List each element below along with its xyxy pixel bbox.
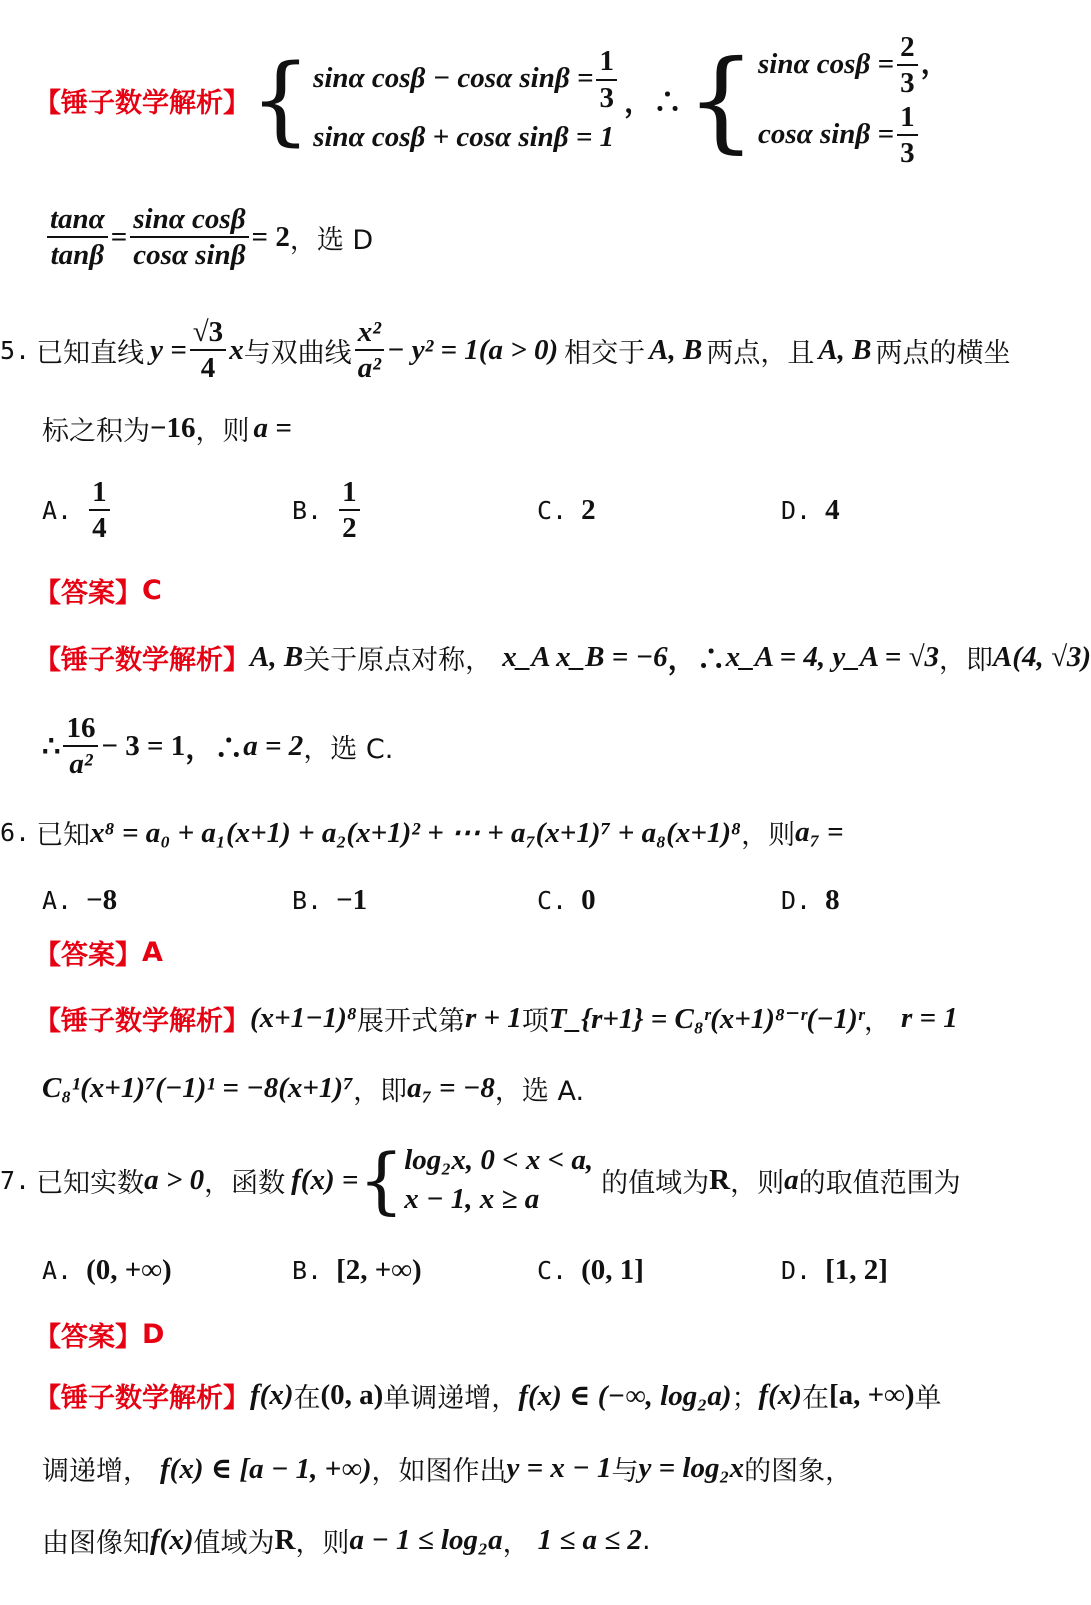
piecewise-function: { log₂x, 0 < x < a, x − 1, x ≥ a	[358, 1138, 594, 1222]
q7-solution-line1: 【锤子数学解析】 f(x) 在 (0, a) 单调递增， f(x) ∈ (−∞, log₂a) ； f(x) 在 [a, +∞) 单	[34, 1378, 942, 1414]
system-1: { sinα cosβ − cosα sinβ = $\frac{1}{3}$ sinα cosβ + cosα sinβ = 1	[250, 43, 620, 158]
q6-option-d[interactable]: D. 8	[781, 883, 840, 916]
q7-option-c[interactable]: C. (0, 1]	[537, 1253, 644, 1286]
q5-solution-line1: 【锤子数学解析】 A, B 关于原点对称， x_A x_B = −6 ，∴ x_A = 4, y_A = √3 ，即 A(4, √3)	[34, 640, 1091, 676]
q6-answer-value: A	[142, 936, 163, 968]
ratio-line: $\frac{\tan\alpha}{\tan\beta}$ = $\frac{\text{sinα cosβ}}{\text{cosα sinβ}}$ = 2 ，选 D	[44, 205, 373, 269]
analysis-tag: 【锤子数学解析】	[34, 87, 250, 119]
q6-stem: 6. 已知 x⁸ = a₀ + a₁(x+1) + a₂(x+1)² + ⋯ + a₇(x+1)⁷ + a₈(x+1)⁸ ，则 a₇ =	[0, 815, 844, 851]
q6-option-a[interactable]: A. −8	[42, 883, 118, 916]
case-1: log₂x, 0 < x < a,	[404, 1144, 594, 1176]
fraction: $\frac{1}{3}$	[897, 102, 918, 169]
prev-solution-system	[34, 30, 950, 169]
q6-solution-line2: C₈¹(x+1)⁷(−1)¹ = −8(x+1)⁷ ，即 a₇ = −8 ，选 A.	[42, 1071, 585, 1107]
q5-stem-line1: 5. 已知直线 y = $\frac{√3}{4}$ x 与双曲线 $\frac{\text{x²}}{\text{a²}}$ − y² = 1(a > 0) 相交于 A, B 两点，且 A, B 两点的横坐	[0, 315, 1011, 384]
ratio-result: = 2	[251, 220, 290, 253]
therefore-symbol: ，∴	[623, 86, 682, 119]
system2-eq2: cosα sinβ =	[758, 117, 895, 150]
q5-option-b[interactable]: B. $\frac{1}{2}$	[292, 478, 363, 542]
q5-option-a[interactable]: A. $\frac{1}{4}$	[42, 478, 113, 542]
q7-option-a[interactable]: A. (0, +∞)	[42, 1253, 172, 1286]
q7-stem: 7. 已知实数 a > 0 ，函数 f(x) = { log₂x, 0 < x < a, x − 1, x ≥ a 的值域为 R ，则 a 的取值范围为	[0, 1138, 961, 1222]
fraction: $\frac{1}{3}$	[596, 46, 617, 113]
hyperbola-fraction: $\frac{\text{x²}}{\text{a²}}$	[355, 317, 384, 384]
system-2: { sinα cosβ = $\frac{2}{3}$ ， cosα sinβ = $\frac{1}{3}$	[686, 30, 950, 169]
system1-eq1: sinα cosβ − cosα sinβ =	[313, 62, 594, 95]
q5-option-d[interactable]: D. 4	[781, 493, 840, 526]
q5-answer-value: C	[142, 574, 162, 606]
case-2: x − 1, x ≥ a	[404, 1183, 540, 1215]
q6-option-b[interactable]: B. −1	[292, 883, 368, 916]
choose-d: ，选 D	[289, 224, 374, 256]
sincos-ratio: $\frac{\text{sinα cosβ}}{\text{cosα sinβ}}$	[130, 204, 248, 271]
fraction: $\frac{2}{3}$	[897, 32, 918, 99]
q6-number: 6.	[0, 817, 31, 847]
q6-option-c[interactable]: C. 0	[537, 883, 596, 916]
q7-solution-line3: 由图像知 f(x) 值域为 R ，则 a − 1 ≤ log₂a ， 1 ≤ a ≤ 2 .	[42, 1523, 651, 1559]
q7-solution-line2: 调递增， f(x) ∈ [a − 1, +∞) ，如图作出 y = x − 1 与 y = log₂x 的图象，	[42, 1451, 853, 1487]
tan-ratio: $\frac{\tan\alpha}{\tan\beta}$	[47, 204, 108, 271]
q7-answer-value: D	[142, 1318, 165, 1350]
q6-solution-line1: 【锤子数学解析】 (x+1−1)⁸ 展开式第 r + 1 项 T_{r+1} = C₈ʳ(x+1)⁸⁻ʳ(−1)ʳ ， r = 1	[34, 1001, 958, 1037]
q5-option-c[interactable]: C. 2	[537, 493, 596, 526]
q7-option-d[interactable]: D. [1, 2]	[781, 1253, 888, 1286]
q5-number: 5.	[0, 335, 31, 365]
q7-answer: 【答案】 D	[34, 1318, 165, 1353]
system1-eq2: sinα cosβ + cosα sinβ = 1	[313, 120, 615, 153]
q6-answer: 【答案】 A	[34, 936, 163, 971]
q7-number: 7.	[0, 1165, 31, 1195]
q5-stem-line2: 标之积为 −16 ，则 a =	[42, 411, 292, 447]
slope-fraction: $\frac{√3}{4}$	[190, 317, 226, 384]
q5-solution-line2: ∴ $\frac{16}{\text{a²}}$ − 3 = 1 ，∴ a = 2 ，选 C.	[42, 711, 394, 780]
q5-answer: 【答案】 C	[34, 574, 162, 609]
q7-option-b[interactable]: B. [2, +∞)	[292, 1253, 422, 1286]
system2-eq1: sinα cosβ =	[758, 47, 895, 80]
